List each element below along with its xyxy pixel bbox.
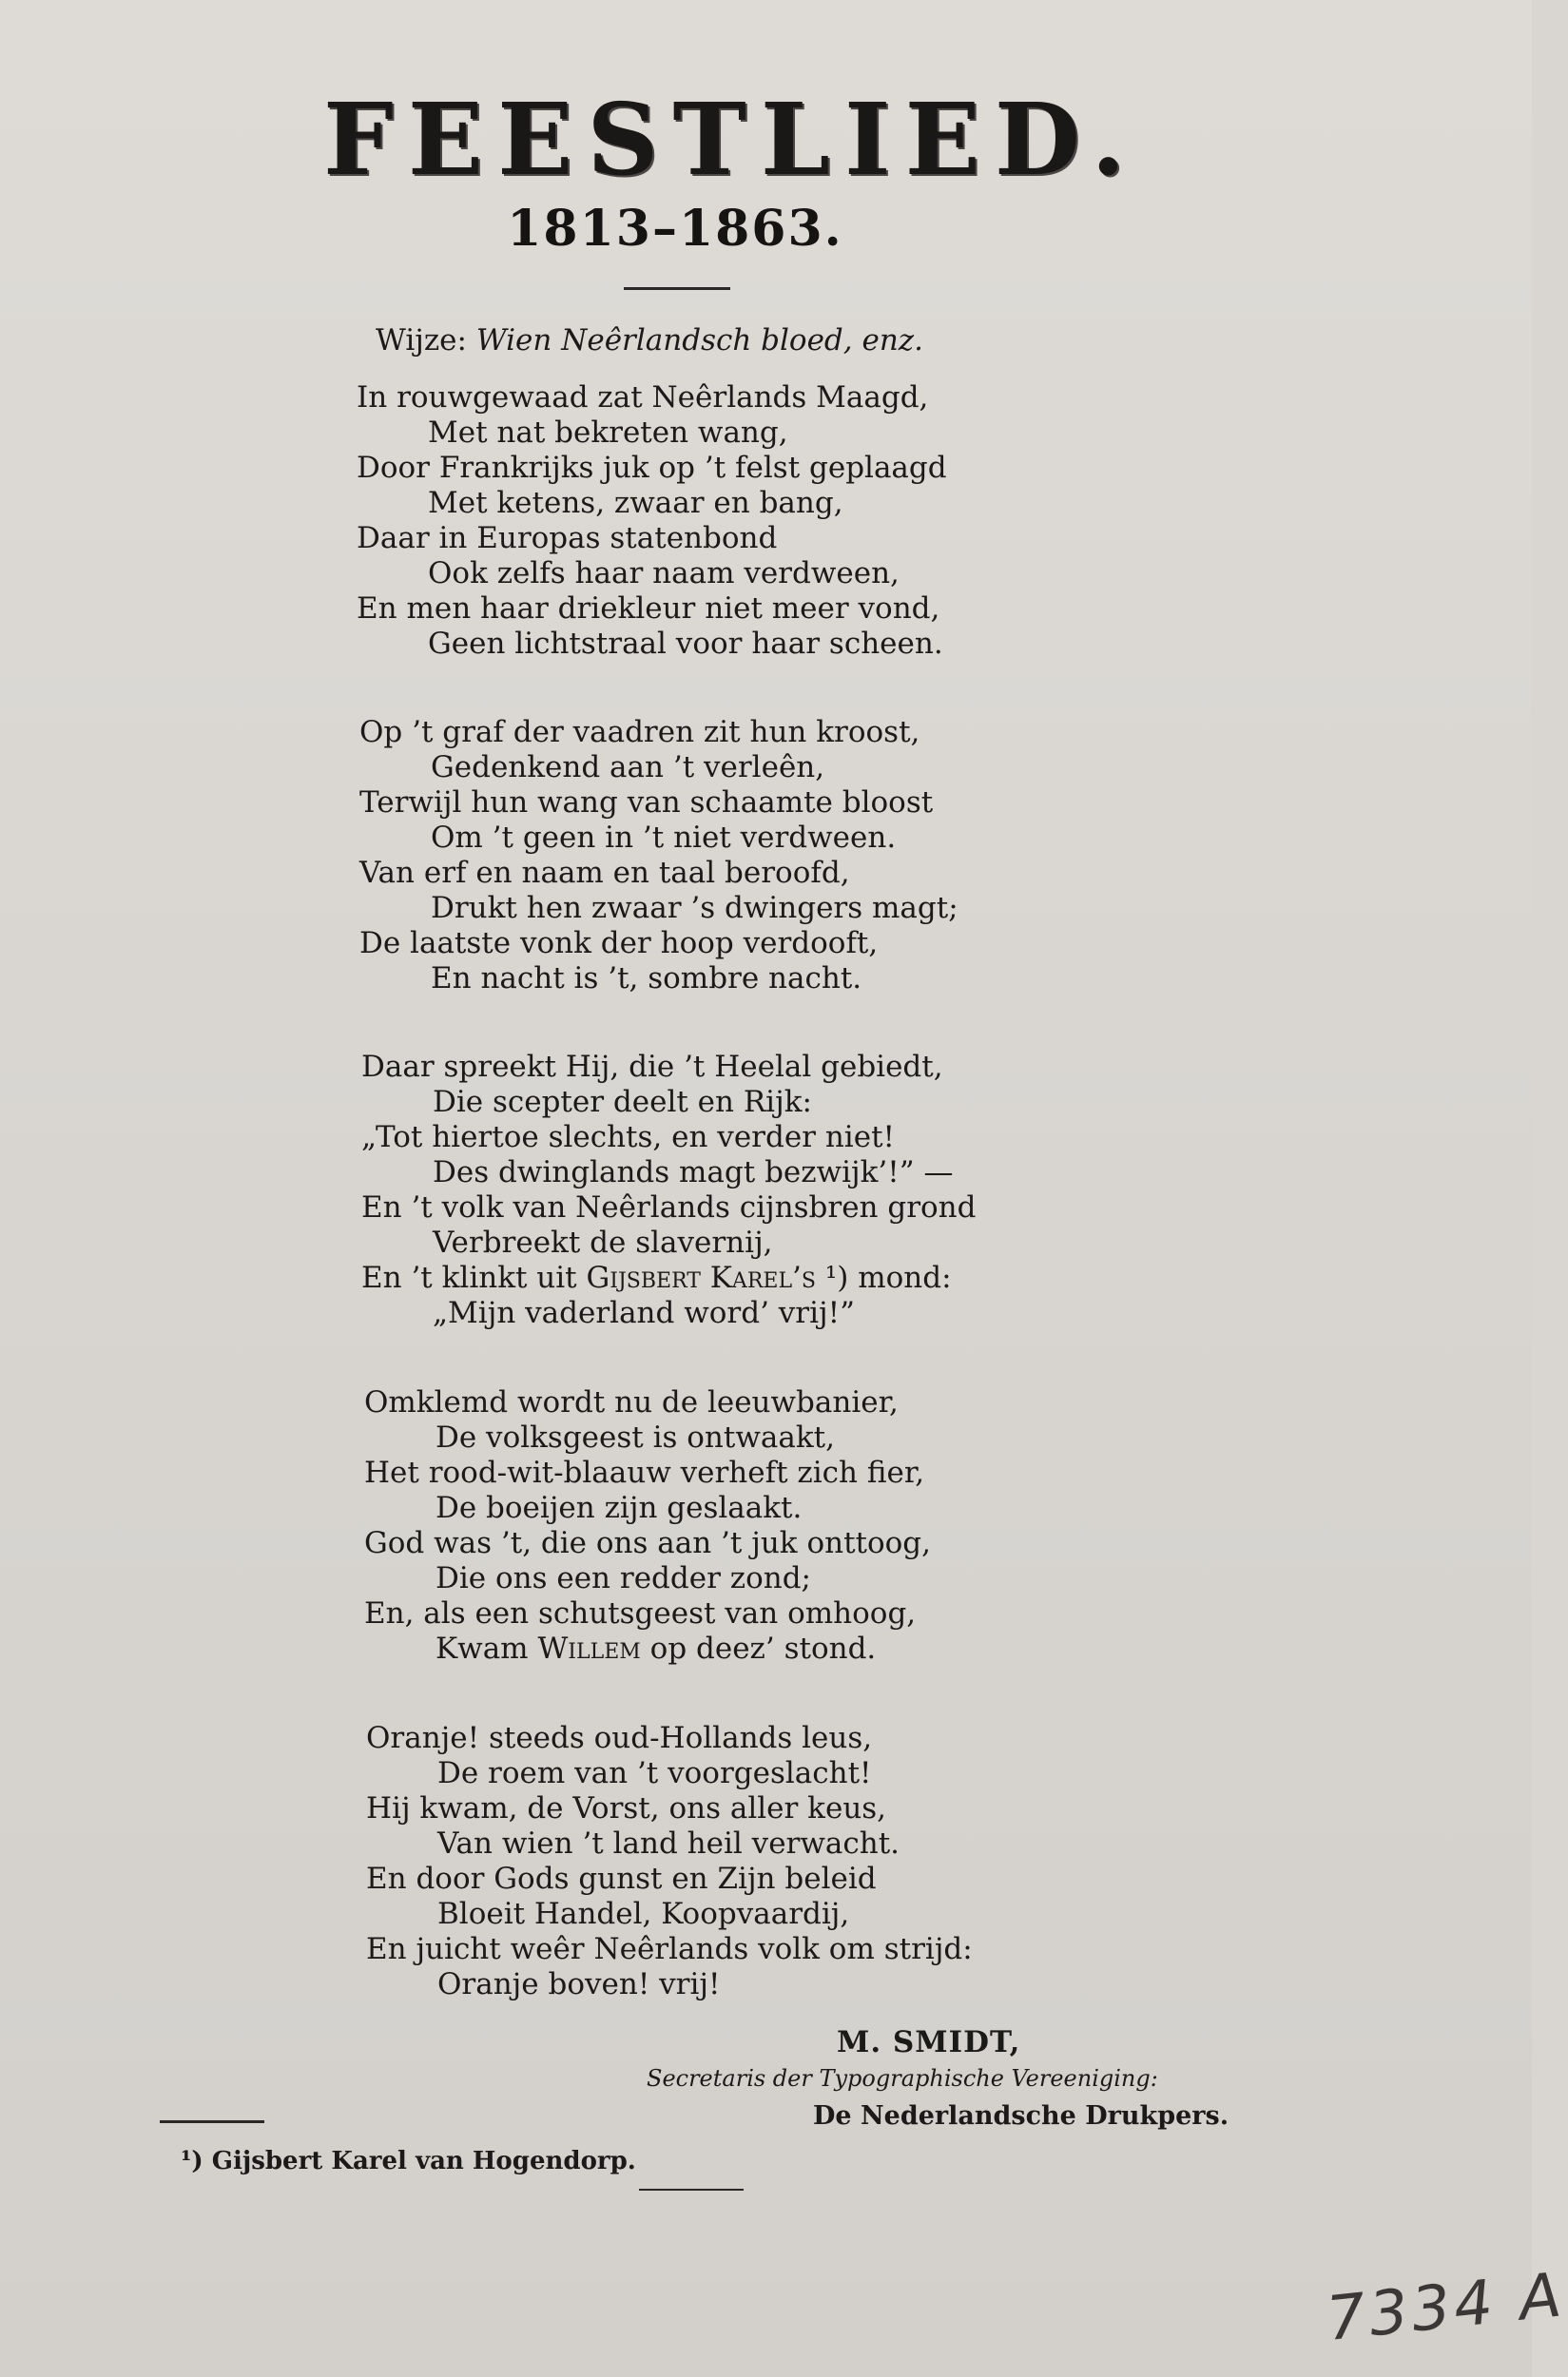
- author-name: M. SMIDT,: [837, 2025, 1021, 2059]
- tune-text: Wien Neêrlandsch bloed, enz.: [475, 323, 923, 358]
- verse-line: „Tot hiertoe slechts, en verder niet!: [361, 1120, 895, 1154]
- verse-line: „Mijn vaderland word’ vrij!”: [433, 1296, 855, 1330]
- verse-line: De boeijen zijn geslaakt.: [436, 1491, 803, 1525]
- verse-line: Om ’t geen in ’t niet verdween.: [431, 821, 897, 855]
- footnote: ¹) Gijsbert Karel van Hogendorp.: [181, 2147, 636, 2175]
- verse-line: En, als een schutsgeest van omhoog,: [364, 1596, 917, 1631]
- verse-line: Hij kwam, de Vorst, ons aller keus,: [366, 1791, 887, 1826]
- verse-line: God was ’t, die ons aan ’t juk onttoog,: [364, 1526, 932, 1560]
- verse-line: Omklemd wordt nu de leeuwbanier,: [364, 1385, 899, 1420]
- verse-line: Oranje! steeds oud-Hollands leus,: [366, 1721, 873, 1755]
- verse-line: Geen lichtstraal voor haar scheen.: [428, 627, 943, 661]
- verse-line: Van wien ’t land heil verwacht.: [437, 1826, 900, 1861]
- footnote-divider: [160, 2120, 264, 2123]
- verse-line: Het rood-wit-blaauw verheft zich fier,: [364, 1456, 925, 1490]
- page-subtitle-years: 1813–1863.: [507, 200, 843, 258]
- verse-text-end: mond:: [858, 1261, 952, 1295]
- title-divider: [624, 287, 730, 290]
- author-organization: De Nederlandsche Drukpers.: [813, 2101, 1229, 2131]
- verse-line: En nacht is ’t, sombre nacht.: [431, 961, 862, 995]
- verse-text: Kwam: [436, 1632, 529, 1666]
- verse-line: En door Gods gunst en Zijn beleid: [366, 1862, 877, 1896]
- verse-line: Die scepter deelt en Rijk:: [433, 1085, 812, 1119]
- verse-line: Verbreekt de slavernij,: [433, 1226, 773, 1260]
- verse-line: De roem van ’t voorgeslacht!: [437, 1756, 872, 1790]
- verse-line: Bloeit Handel, Koopvaardij,: [437, 1897, 850, 1931]
- person-name: Gijsbert Karel’s: [586, 1261, 816, 1295]
- verse-text-end: op deez’ stond.: [649, 1632, 877, 1666]
- footnote-marker: ¹): [824, 1261, 849, 1295]
- bottom-divider: [639, 2189, 744, 2191]
- verse-line: De laatste vonk der hoop verdooft,: [359, 926, 879, 960]
- verse-line: Op ’t graf der vaadren zit hun kroost,: [359, 715, 920, 749]
- verse-line: Met ketens, zwaar en bang,: [428, 486, 843, 520]
- verse-line: Die ons een redder zond;: [436, 1561, 811, 1595]
- verse-line-with-footnote: [361, 1261, 952, 1295]
- tune-line: [376, 323, 1136, 358]
- tune-label: Wijze:: [376, 323, 467, 358]
- verse-line: Oranje boven! vrij!: [437, 1967, 721, 2001]
- verse-line-with-name: [436, 1632, 876, 1666]
- author-role: Secretaris der Typographische Vereeniging:: [647, 2065, 1158, 2092]
- verse-line: Met nat bekreten wang,: [428, 415, 788, 450]
- page-title: FEESTLIED.: [323, 81, 1140, 198]
- person-name: Willem: [537, 1632, 641, 1666]
- handwritten-catalog-number: 7334 A: [1323, 2260, 1568, 2355]
- verse-line: En juicht weêr Neêrlands volk om strijd:: [366, 1932, 973, 1966]
- verse-line: Gedenkend aan ’t verleên,: [431, 750, 825, 784]
- verse-line: Daar spreekt Hij, die ’t Heelal gebiedt,: [361, 1050, 943, 1084]
- verse-line: In rouwgewaad zat Neêrlands Maagd,: [357, 380, 929, 415]
- verse-text: En ’t klinkt uit: [361, 1261, 577, 1295]
- verse-line: Des dwinglands magt bezwijk’!” —: [433, 1155, 954, 1189]
- verse-line: Daar in Europas statenbond: [357, 521, 778, 555]
- verse-line: Ook zelfs haar naam verdween,: [428, 556, 900, 590]
- verse-line: Terwijl hun wang van schaamte bloost: [359, 785, 934, 820]
- verse-line: Door Frankrijks juk op ’t felst geplaagd: [357, 451, 947, 485]
- verse-line: En ’t volk van Neêrlands cijnsbren grond: [361, 1190, 977, 1225]
- verse-line: De volksgeest is ontwaakt,: [436, 1420, 835, 1455]
- verse-line: Van erf en naam en taal beroofd,: [359, 856, 850, 890]
- verse-line: En men haar driekleur niet meer vond,: [357, 591, 940, 626]
- verse-line: Drukt hen zwaar ’s dwingers magt;: [431, 891, 958, 925]
